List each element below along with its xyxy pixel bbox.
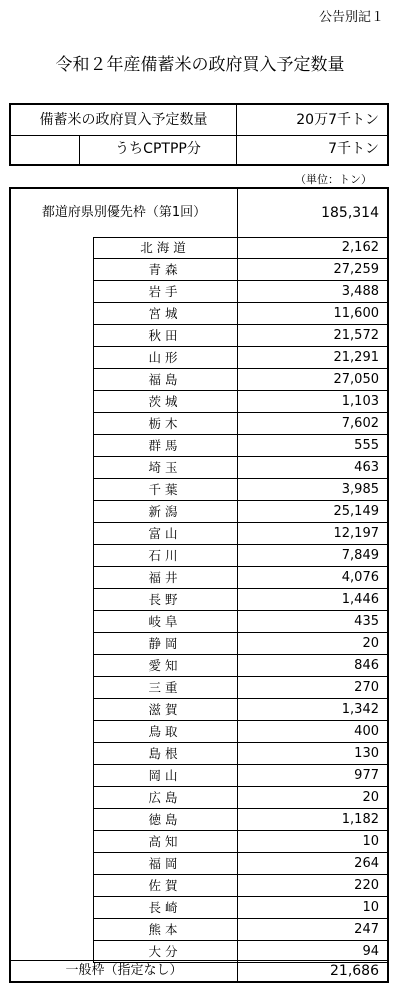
summary-total-row xyxy=(11,105,387,136)
prefecture-value: 1,446 xyxy=(341,592,379,607)
table-row xyxy=(93,303,387,325)
prefecture-value: 10 xyxy=(362,900,379,915)
summary-total-label: 備蓄米の政府買入予定数量 xyxy=(11,105,237,135)
prefecture-value: 2,162 xyxy=(341,240,379,255)
prefecture-value: 12,197 xyxy=(333,526,379,541)
prefecture-value: 400 xyxy=(354,724,379,739)
prefecture-name: 群馬 xyxy=(148,438,182,453)
prefecture-name: 滋賀 xyxy=(148,702,182,717)
prefecture-name: 青森 xyxy=(148,262,182,277)
summary-cptpp-row xyxy=(11,135,387,164)
prefecture-name: 大分 xyxy=(148,944,182,959)
table-row xyxy=(93,479,387,501)
prefecture-value: 27,050 xyxy=(333,372,379,387)
summary-cptpp-label: うちCPTPP分 xyxy=(79,135,237,164)
prefecture-value: 10 xyxy=(362,834,379,849)
prefecture-name: 高知 xyxy=(148,834,182,849)
prefecture-name: 埼玉 xyxy=(148,460,182,475)
general-row xyxy=(11,960,387,981)
table-row xyxy=(93,919,387,941)
prefecture-name: 富山 xyxy=(148,526,182,541)
prefecture-value: 94 xyxy=(362,944,379,959)
prefecture-value: 21,291 xyxy=(333,350,379,365)
prefecture-value: 264 xyxy=(354,856,379,871)
prefecture-name: 広島 xyxy=(148,790,182,805)
prefecture-value: 1,103 xyxy=(341,394,379,409)
summary-cptpp-value: 7千トン xyxy=(328,141,379,157)
table-row xyxy=(93,501,387,523)
prefecture-value: 25,149 xyxy=(333,504,379,519)
table-row xyxy=(93,853,387,875)
table-row xyxy=(93,413,387,435)
summary-total-value: 20万7千トン xyxy=(296,112,379,128)
prefecture-value: 20 xyxy=(362,636,379,651)
table-row xyxy=(93,369,387,391)
table-row xyxy=(93,545,387,567)
prefecture-value: 27,259 xyxy=(333,262,379,277)
table-row xyxy=(93,589,387,611)
prefecture-value: 7,602 xyxy=(341,416,379,431)
summary-table xyxy=(9,103,389,166)
table-row xyxy=(93,347,387,369)
unit-note: （単位：トン） xyxy=(295,173,372,186)
table-row xyxy=(93,281,387,303)
general-label: 一般枠（指定なし） xyxy=(65,963,183,978)
prefecture-value: 21,572 xyxy=(333,328,379,343)
prefecture-value: 977 xyxy=(354,768,379,783)
table-row xyxy=(93,655,387,677)
prefecture-name: 徳島 xyxy=(148,812,182,827)
prefecture-value: 20 xyxy=(362,790,379,805)
prefecture-value: 1,342 xyxy=(341,702,379,717)
table-row xyxy=(93,809,387,831)
table-row xyxy=(93,325,387,347)
table-row xyxy=(93,633,387,655)
prefecture-name: 山形 xyxy=(148,350,182,365)
table-row xyxy=(93,237,387,259)
annex-label: 公告別記１ xyxy=(318,10,384,25)
prefecture-name: 三重 xyxy=(148,680,182,695)
prefecture-value: 130 xyxy=(354,746,379,761)
prefecture-name: 愛知 xyxy=(148,658,182,673)
prefecture-value: 435 xyxy=(354,614,379,629)
prefecture-name: 熊本 xyxy=(148,922,182,937)
table-row xyxy=(93,259,387,281)
prefecture-name: 新潟 xyxy=(148,504,182,519)
prefecture-name: 福岡 xyxy=(148,856,182,871)
prefecture-name: 佐賀 xyxy=(148,878,182,893)
table-row xyxy=(93,765,387,787)
prefecture-name: 茨城 xyxy=(148,394,182,409)
prefecture-name: 秋田 xyxy=(148,328,182,343)
prefecture-name: 岐阜 xyxy=(148,614,182,629)
prefecture-value: 270 xyxy=(354,680,379,695)
table-row xyxy=(93,831,387,853)
prefecture-name: 千葉 xyxy=(148,482,182,497)
table-row xyxy=(93,677,387,699)
table-row xyxy=(93,787,387,809)
prefecture-value: 1,182 xyxy=(341,812,379,827)
table-row xyxy=(93,897,387,919)
table-row xyxy=(93,875,387,897)
prefecture-value: 11,600 xyxy=(333,306,379,321)
table-row xyxy=(93,721,387,743)
table-row xyxy=(93,567,387,589)
prefecture-name: 長崎 xyxy=(148,900,182,915)
table-row xyxy=(93,457,387,479)
prefecture-value: 463 xyxy=(354,460,379,475)
page-title: 令和２年産備蓄米の政府買入予定数量 xyxy=(55,55,345,75)
prefecture-value: 4,076 xyxy=(341,570,379,585)
priority-label: 都道府県別優先枠（第1回） xyxy=(41,205,207,220)
prefecture-name: 島根 xyxy=(148,746,182,761)
general-value: 21,686 xyxy=(330,963,379,979)
prefecture-name: 岩手 xyxy=(148,284,182,299)
prefecture-name: 静岡 xyxy=(148,636,182,651)
prefecture-name: 北海道 xyxy=(140,240,190,255)
prefecture-value: 7,849 xyxy=(341,548,379,563)
prefecture-name: 福井 xyxy=(148,570,182,585)
prefecture-name: 長野 xyxy=(148,592,182,607)
table-row xyxy=(93,435,387,457)
table-row xyxy=(93,699,387,721)
prefecture-name: 宮城 xyxy=(148,306,182,321)
allocation-table xyxy=(9,187,389,983)
prefecture-name: 栃木 xyxy=(148,416,182,431)
prefecture-name: 石川 xyxy=(148,548,182,563)
prefecture-value: 220 xyxy=(354,878,379,893)
prefecture-name: 福島 xyxy=(148,372,182,387)
prefecture-value: 3,488 xyxy=(341,284,379,299)
prefecture-value: 846 xyxy=(354,658,379,673)
table-row xyxy=(93,391,387,413)
prefecture-value: 247 xyxy=(354,922,379,937)
table-row xyxy=(93,611,387,633)
table-row xyxy=(93,523,387,545)
prefecture-value: 555 xyxy=(354,438,379,453)
prefecture-name: 鳥取 xyxy=(148,724,182,739)
prefecture-name: 岡山 xyxy=(148,768,182,783)
prefecture-value: 3,985 xyxy=(341,482,379,497)
table-row xyxy=(93,743,387,765)
priority-value: 185,314 xyxy=(321,205,379,221)
priority-row xyxy=(11,189,387,237)
